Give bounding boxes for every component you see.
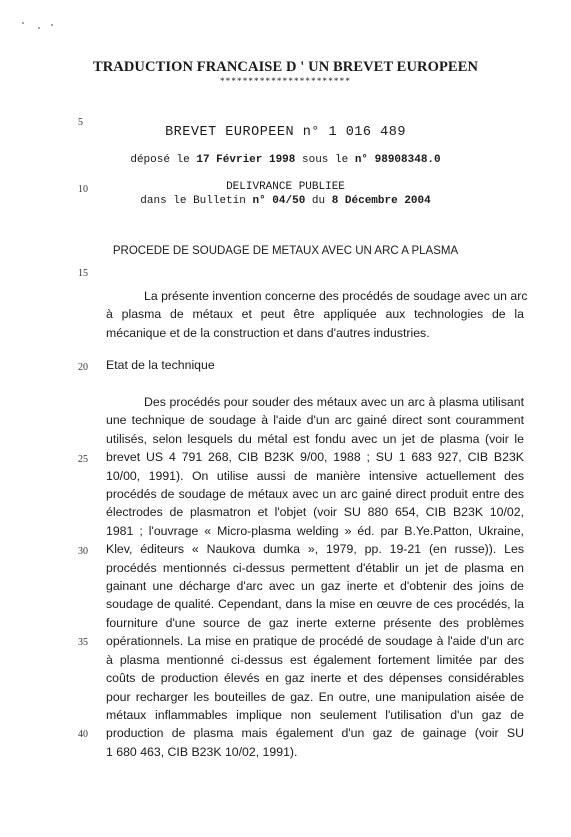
scan-speck bbox=[38, 27, 40, 29]
paragraph-line: coûts de production élevés en gaz inerte et des dépenses considérables bbox=[106, 671, 524, 686]
paragraph-line: 10/00, 1991). On utilise aussi de manière intensive actuellement des bbox=[106, 468, 524, 483]
filing-date: 17 Février 1998 bbox=[196, 154, 296, 166]
line-number: 35 bbox=[78, 637, 88, 648]
paragraph-line: opérationnels. La mise en pratique de procédé de soudage à l'aide d'un arc bbox=[106, 634, 524, 649]
scan-speck bbox=[22, 22, 24, 24]
body-paragraph bbox=[106, 393, 524, 761]
paragraph-line: pour recharger les bouteilles de gaz. En outre, une manipulation aisée de bbox=[106, 689, 524, 704]
intro-paragraph bbox=[106, 287, 528, 342]
scan-speck bbox=[51, 24, 53, 26]
paragraph-line: production de plasma mais également d'un gaz de gainage (voir SU bbox=[106, 726, 524, 741]
paragraph-line: mécanique et de la construction et dans d'autres industries. bbox=[106, 325, 430, 340]
paragraph-line: Des procédés pour souder des métaux avec un arc à plasma utilisant bbox=[144, 395, 524, 409]
filing-sep: sous le bbox=[295, 154, 355, 166]
paragraph-line: utilisés, selon lesquels du métal est fondu avec un jet de plasma (voir le bbox=[106, 431, 524, 446]
paragraph-line: à plasma de métaux et peut être appliquée aux technologies de la bbox=[106, 307, 524, 322]
filing-number: n° 98908348.0 bbox=[354, 154, 441, 166]
translation-title: TRADUCTION FRANCAISE D ' UN BREVET EUROPEEN bbox=[92, 59, 479, 75]
title-underline-stars: *********************** bbox=[219, 76, 352, 86]
line-number: 40 bbox=[78, 729, 88, 740]
paragraph-line: Klev, éditeurs « Naukova dumka », 1979, pp. 19-21 (en russe)). Les bbox=[106, 542, 524, 557]
filing-label: déposé le bbox=[130, 154, 197, 166]
paragraph-line: 1981 ; l'ouvrage « Micro-plasma welding » éd. par B.Ye.Patton, Ukraine, bbox=[106, 523, 524, 538]
paragraph-line: fourniture d'une source de gaz inerte externe présente des problèmes bbox=[106, 615, 524, 630]
line-number: 5 bbox=[78, 117, 83, 128]
bulletin-sep: du bbox=[305, 195, 332, 207]
brevet-number: BREVET EUROPEEN n° 1 016 489 bbox=[165, 125, 406, 140]
paragraph-line: à plasma mentionné ci-dessus est également fortement limitée par des bbox=[106, 652, 524, 667]
bulletin-date: 8 Décembre 2004 bbox=[331, 195, 431, 207]
paragraph-line: une technique de soudage à l'aide d'un arc gainé direct sont couramment bbox=[106, 413, 524, 428]
paragraph-line: brevet US 4 791 268, CIB B23K 9/00, 1988 ; SU 1 683 927, CIB B23K bbox=[106, 450, 524, 465]
line-number: 10 bbox=[78, 184, 88, 195]
paragraph-line: procédés de soudage de métaux avec un arc gainé direct produit entre des bbox=[106, 487, 524, 502]
paragraph-line: électrodes de plasmatron et l'objet (voir SU 880 654, CIB B23K 10/02, bbox=[106, 505, 524, 520]
bulletin-info bbox=[0, 195, 571, 207]
filing-info bbox=[0, 154, 571, 166]
paragraph-line: soudage de qualité. Cependant, dans la mise en œuvre de ces procédés, la bbox=[106, 597, 524, 612]
line-number: 15 bbox=[78, 268, 88, 279]
paragraph-line: 1 680 463, CIB B23K 10/02, 1991). bbox=[106, 744, 298, 759]
paragraph-line: La présente invention concerne des procédés de soudage avec un arc bbox=[144, 289, 528, 303]
document-title: PROCEDE DE SOUDAGE DE METAUX AVEC UN ARC A PLASMA bbox=[112, 245, 459, 257]
bulletin-number: n° 04/50 bbox=[252, 195, 306, 207]
section-heading: Etat de la technique bbox=[106, 358, 215, 372]
paragraph-line: procédés mentionnés ci-dessus permettent d'établir un jet de plasma en bbox=[106, 560, 524, 575]
line-number: 20 bbox=[78, 362, 88, 373]
bulletin-label: dans le Bulletin bbox=[140, 195, 253, 207]
delivery-heading: DELIVRANCE PUBLIEE bbox=[226, 181, 345, 193]
paragraph-line: métaux inflammables implique non seulement l'utilisation d'un gaz de bbox=[106, 707, 524, 722]
line-number: 25 bbox=[78, 454, 88, 465]
line-number: 30 bbox=[78, 546, 88, 557]
paragraph-line: gainant une décharge d'arc avec un gaz inerte et d'obtenir des joins de bbox=[106, 579, 524, 594]
